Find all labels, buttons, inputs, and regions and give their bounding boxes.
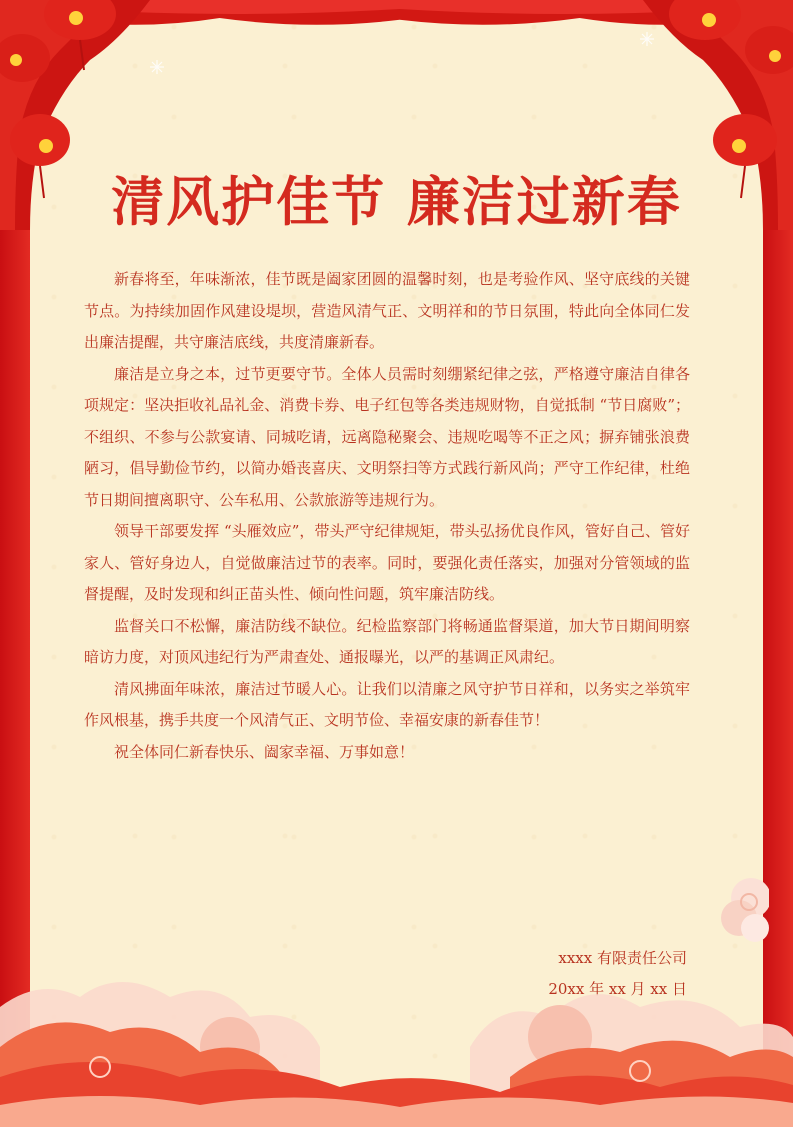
cloud-icon (0, 937, 793, 1127)
signature-company: xxxx 有限责任公司 (558, 949, 687, 967)
letter-body (84, 264, 690, 768)
paragraph: 领导干部要发挥 “头雁效应”，带头严守纪律规矩，带头弘扬优良作风，管好自己、管好家人、管好身边人，自觉做廉洁过节的表率。同时，要强化责任落实，加强对分管领域的监督提醒，及时发现和纠正苗头性、倾向性问题，筑牢廉洁防线。 (84, 522, 690, 603)
paragraph: 清风拂面年味浓，廉洁过节暖人心。让我们以清廉之风守护节日祥和，以务实之举筑牢作风根基，携手共度一个风清气正、文明节俭、幸福安康的新春佳节！ (84, 679, 690, 729)
signature-date: 20xx 年 xx 月 xx 日 (548, 980, 687, 998)
document-title: 清风护佳节 廉洁过新春 (111, 171, 682, 233)
paragraph: 廉洁是立身之本，过节更要守节。全体人员需时刻绷紧纪律之弦，严格遵守廉洁自律各项规定：坚决拒收礼品礼金、消费卡券、电子红包等各类违规财物，自觉抵制 “节日腐败”；不组织、不参与公款宴请、同城吃请，远离隐秘聚会、违规吃喝等不正之风；摒弃铺张浪费陋习，倡导勤俭节约，以简办婚丧喜庆、文明祭扫等方式践行新风尚；严守工作纪律，杜绝节日期间擅离职守、公车私用、公款旅游等违规行为。 (84, 364, 690, 509)
paragraph: 祝全体同仁新春快乐、阖家幸福、万事如意！ (114, 742, 415, 761)
snowflake-icon (640, 32, 654, 46)
paragraph: 新春将至，年味渐浓，佳节既是阖家团圆的温馨时刻，也是考验作风、坚守底线的关键节点。为持续加固作风建设堤坝，营造风清气正、文明祥和的节日氛围，特此向全体同仁发出廉洁提醒，共守廉洁底线，共度清廉新春。 (84, 270, 690, 351)
paragraph: 监督关口不松懈，廉洁防线不缺位。纪检监察部门将畅通监督渠道，加大节日期间明察暗访力度，对顶风违纪行为严肃查处、通报曝光，以严的基调正风肃纪。 (84, 616, 690, 666)
snowflake-icon (150, 60, 164, 74)
